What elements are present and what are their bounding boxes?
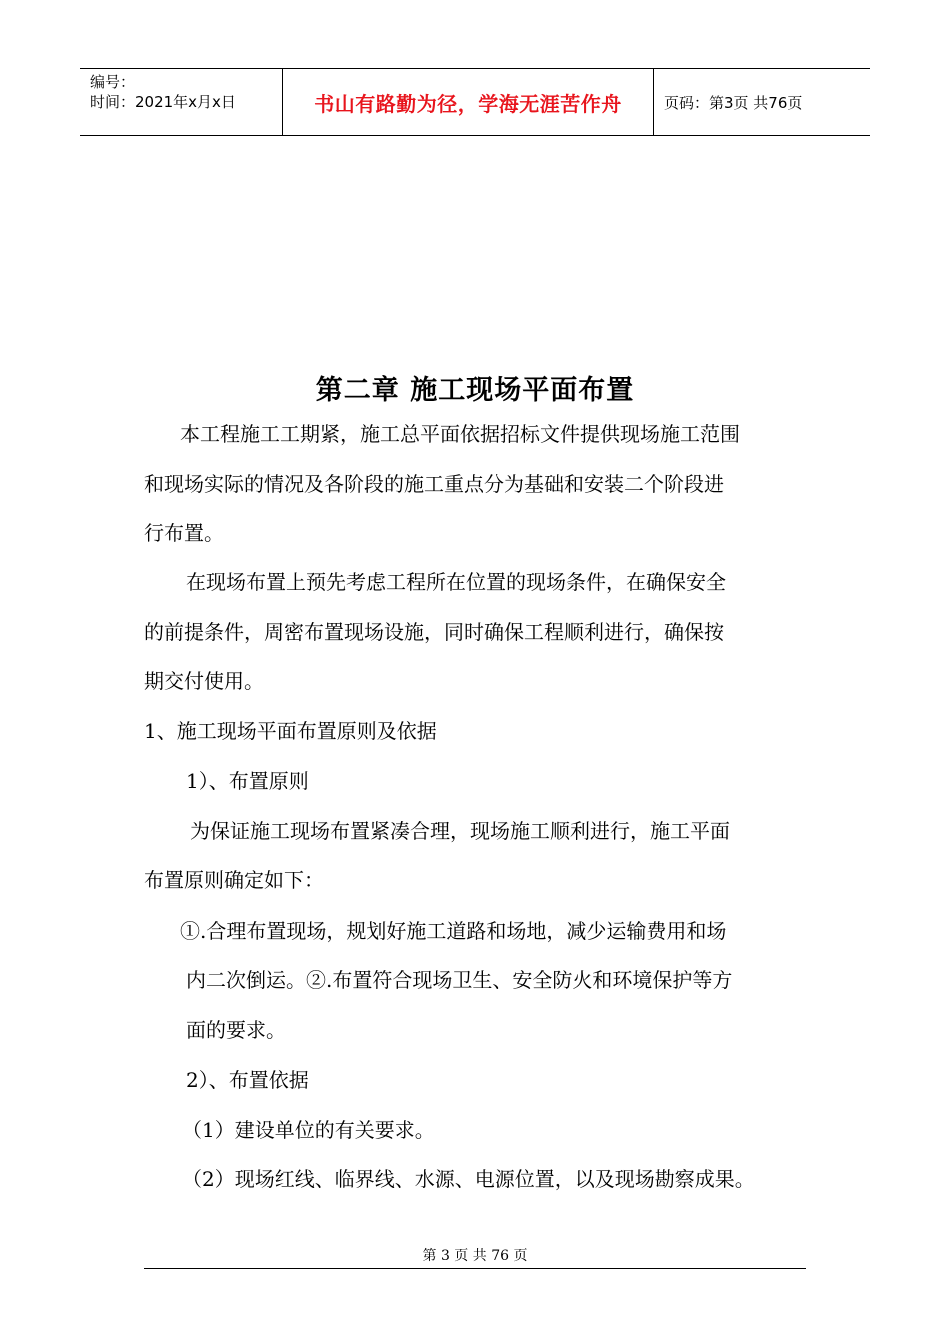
body-line-5: 的前提条件，周密布置现场设施，同时确保工程顺利进行，确保按 bbox=[144, 620, 724, 644]
chapter-title: 第二章 施工现场平面布置 bbox=[315, 375, 635, 406]
basis-item-2: （2）现场红线、临界线、水源、电源位置，以及现场勘察成果。 bbox=[182, 1167, 755, 1191]
body-line-13: 面的要求。 bbox=[186, 1018, 286, 1042]
subsection-heading-basis: 2）、布置依据 bbox=[186, 1068, 309, 1092]
footer-page-number: 第 3 页 共 76 页 bbox=[422, 1248, 528, 1264]
header-left-cell bbox=[80, 69, 282, 135]
header-table bbox=[80, 68, 870, 136]
header-motto: 书山有路勤为径，学海无涯苦作舟 bbox=[314, 91, 622, 116]
section-heading: 1、施工现场平面布置原则及依据 bbox=[144, 719, 437, 743]
body-line-4: 在现场布置上预先考虑工程所在位置的现场条件，在确保安全 bbox=[186, 570, 726, 594]
document-time-label: 时间：2021年x月x日 bbox=[90, 93, 236, 111]
subsection-heading-principles: 1）、布置原则 bbox=[186, 769, 309, 793]
body-line-6: 期交付使用。 bbox=[144, 669, 264, 693]
document-number-label: 编号： bbox=[90, 73, 136, 91]
body-line-1: 本工程施工工期紧，施工总平面依据招标文件提供现场施工范围 bbox=[180, 422, 740, 446]
body-line-3: 行布置。 bbox=[144, 521, 224, 545]
body-line-9: 为保证施工现场布置紧凑合理，现场施工顺利进行，施工平面 bbox=[190, 819, 730, 843]
body-line-10: 布置原则确定如下： bbox=[144, 868, 324, 892]
footer-divider bbox=[144, 1268, 806, 1269]
body-line-12: 内二次倒运。②.布置符合现场卫生、安全防火和环境保护等方 bbox=[186, 968, 733, 992]
header-page-info: 页码：第3页 共76页 bbox=[664, 93, 803, 112]
body-line-2: 和现场实际的情况及各阶段的施工重点分为基础和安装二个阶段进 bbox=[144, 472, 724, 496]
header-motto-cell bbox=[282, 69, 654, 135]
basis-item-1: （1）建设单位的有关要求。 bbox=[182, 1118, 435, 1142]
body-line-11: ①.合理布置现场，规划好施工道路和场地，减少运输费用和场 bbox=[180, 919, 727, 943]
header-page-cell bbox=[654, 69, 870, 135]
